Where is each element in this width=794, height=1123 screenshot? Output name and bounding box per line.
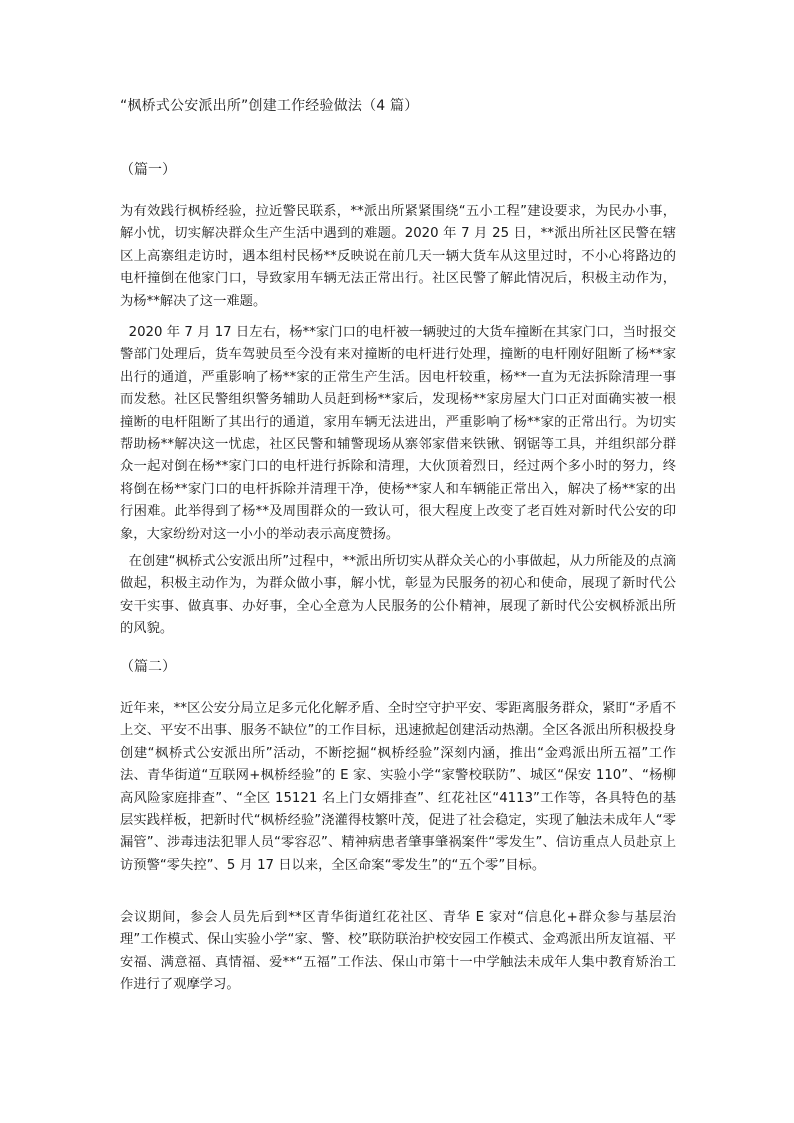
section-1-paragraph-2: 2020 年 7 月 17 日左右，杨**家门口的电杆被一辆驶过的大货车撞断在其家门口，当时报交警部门处理后，货车驾驶员至今没有来对撞断的电杆进行处理，撞断的电杆刚好阻断了杨**家出行的通道，严重影响了杨**家的正常生产生活。因电杆较重，杨**一直为无法拆除清理一事而发愁。社区民警组织警务辅助人员赶到杨**家后，发现杨**家房屋大门口正对面确实被一根撞断的电杆阻断了其出行的通道，家用车辆无法进出，严重影响了杨**家的正常出行。为切实帮助杨**解决这一忧虑，社区民警和辅警现场从寨邻家借来铁锹、钢锯等工具，并组织部分群众一起对倒在杨**家门口的电杆进行拆除和清理，大伙顶着烈日，经过两个多小时的努力，终将倒在杨**家门口的电杆拆除并清理干净，使杨**家人和车辆能正常出入，解决了杨**家的出行困难。此举得到了杨**及周围群众的一致认可，很大程度上改变了老百姓对新时代公安的印象，大家纷纷对这一小小的举动表示高度赞扬。: [120, 325, 676, 542]
section-heading-1: （篇一）: [120, 162, 176, 178]
section-1-paragraph-3: 在创建“枫桥式公安派出所”过程中，**派出所切实从群众关心的小事做起，从力所能及的点滴做起，积极主动作为，为群众做小事，解小忧，彰显为民服务的初心和使命，展现了新时代公安干实事、做真事、办好事，全心全意为人民服务的公仆精神，展现了新时代公安枫桥派出所的风貌。: [120, 554, 676, 637]
section-heading-2: （篇二）: [120, 659, 176, 675]
section-2-paragraph-1: 近年来，**区公安分局立足多元化化解矛盾、全时空守护平安、零距离服务群众，紧盯“矛盾不上交、平安不出事、服务不缺位”的工作目标，迅速掀起创建活动热潮。全区各派出所积极投身创建“枫桥式公安派出所”活动，不断挖掘“枫桥经验”深刻内涵，推出“金鸡派出所五福”工作法、青华街道“互联网+枫桥经验”的 E 家、实验小学“家警校联防”、城区“保安 110”、“杨柳高风险家庭排查”、“全区 15121 名上门女婿排查”、红花社区“4113”工作等，各具特色的基层实践样板，把新时代“枫桥经验”浇灌得枝繁叶茂，促进了社会稳定，实现了触法未成年人“零漏管”、涉毒违法犯罪人员“零容忍”、精神病患者肇事肇祸案件“零发生”、信访重点人员赴京上访预警“零失控”、5 月 17 日以来，全区命案“零发生”的“五个零”目标。: [120, 701, 676, 873]
section-2-paragraph-2: 会议期间，参会人员先后到**区青华街道红花社区、青华 E 家对“信息化+群众参与基层治理”工作模式、保山实验小学“家、警、校”联防联治护校安园工作模式、金鸡派出所友谊福、平安福、满意福、真情福、爱**“五福”工作法、保山市第十一中学触法未成年人集中教育矫治工作进行了观摩学习。: [120, 910, 676, 993]
document-title: “枫桥式公安派出所”创建工作经验做法（4 篇）: [120, 98, 419, 114]
section-1-paragraph-1: 为有效践行枫桥经验，拉近警民联系，**派出所紧紧围绕“五小工程”建设要求，为民办小事，解小忧，切实解决群众生产生活中遇到的难题。2020 年 7 月 25 日，**派出所社区民警在辖区上高寨组走访时，遇本组村民杨**反映说在前几天一辆大货车从这里过时，不小心将路边的电杆撞倒在他家门口，导致家用车辆无法正常出行。社区民警了解此情况后，积极主动作为，为杨**解决了这一难题。: [120, 204, 676, 309]
